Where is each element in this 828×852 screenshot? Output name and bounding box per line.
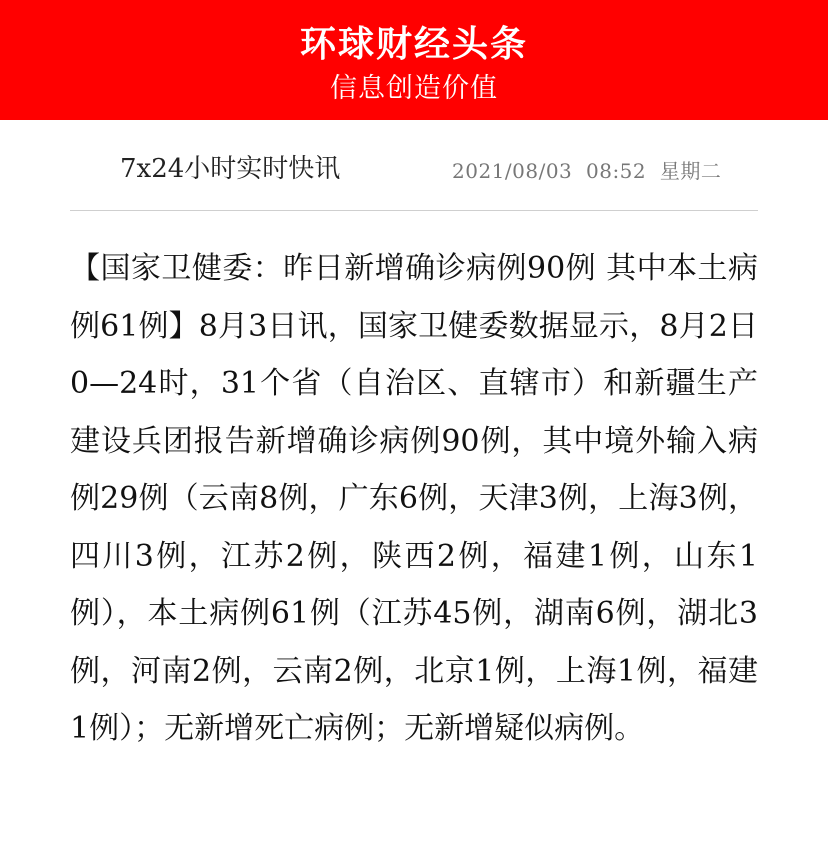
app-title: 环球财经头条 xyxy=(299,23,528,65)
article-body: 8月3日讯，国家卫健委数据显示，8月2日0—24时，31个省（自治区、直辖市）和新疆生产建设兵团报告新增确诊病例90例，其中境外输入病例29例（云南8例，广东6例，天津3例，上海3例，四川3例，江苏2例，陕西2例，福建1例，山东1例），本土病例61例（江苏45例，湖南6例，湖北3例，河南2例，云南2例，北京1例，上海1例，福建1例）；无新增死亡病例；无新增疑似病例。 xyxy=(70,308,758,746)
feed-label: 7x24小时实时快讯 xyxy=(120,154,341,184)
subheader xyxy=(0,120,828,212)
publish-datetime: 2021/08/03 08:52 星期二 xyxy=(452,159,722,183)
divider xyxy=(70,210,758,211)
article-content xyxy=(70,240,758,758)
app-slogan: 信息创造价值 xyxy=(330,73,498,104)
header-banner xyxy=(0,0,828,120)
article-headline: 【国家卫健委：昨日新增确诊病例90例 其中本土病例61例】 xyxy=(70,251,758,344)
